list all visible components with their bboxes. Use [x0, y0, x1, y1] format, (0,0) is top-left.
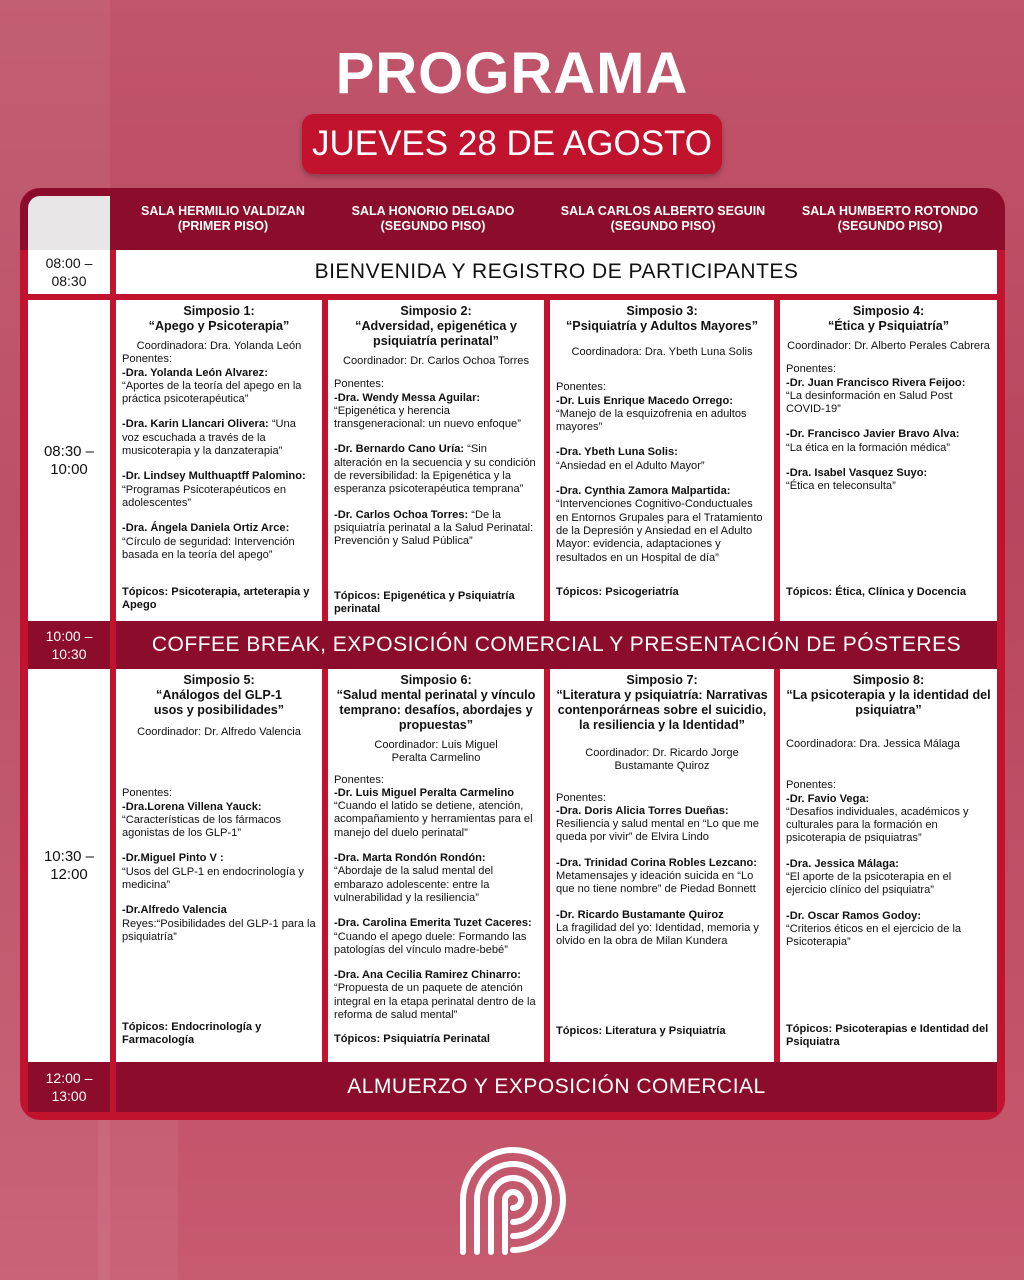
topics: Tópicos: Epigenética y Psiquiatría perinatal [334, 590, 515, 616]
speaker-name: -Dra. Ángela Daniela Ortiz Arce: [122, 522, 290, 535]
speaker [334, 509, 538, 549]
speaker-name: -Dr. Juan Francisco Rivera Feijoo: [786, 376, 966, 389]
speaker [334, 917, 538, 957]
welcome-band: BIENVENIDA Y REGISTRO DE PARTICIPANTES [116, 250, 997, 294]
speaker-name: -Dr. Favio Vega: [786, 792, 870, 805]
speaker-name: -Dr.Miguel Pinto V : [122, 852, 224, 865]
symposium-topic: “Análogos del GLP-1 usos y posibilidades” [153, 688, 285, 717]
symposium-cell [116, 669, 322, 1062]
time-start: 08:00 – [45, 255, 93, 271]
speaker [334, 852, 538, 905]
speaker-talk: Resiliencia y salud mental en “Lo que me queda por vivir” de Elvira Lindo [556, 818, 759, 844]
speaker [556, 395, 768, 435]
speaker [786, 377, 991, 417]
topics: Tópicos: Psiquiatría Perinatal [334, 1033, 490, 1045]
speaker [122, 470, 316, 510]
speaker-name: -Dr.Alfredo Valencia [122, 904, 227, 917]
symposium-topic: “Salud mental perinatal y vínculo temprano: desafíos, abordajes y propuestas” [336, 688, 536, 732]
speaker-name: -Dr. Francisco Javier Bravo Alva: [786, 428, 960, 441]
symposium-topic: “La psicoterapia y la identidad del psiquiatra” [786, 688, 991, 717]
schedule-table [20, 188, 1005, 1120]
symposium-number: Simposio 6: [400, 673, 472, 687]
symposium-number: Simposio 4: [852, 304, 925, 318]
speaker-name: -Dr. Luis Enrique Macedo Orrego: [556, 394, 733, 407]
speaker [334, 392, 538, 432]
speaker [122, 367, 316, 407]
speaker-name: -Dra. Wendy Messa Aguilar: [334, 391, 481, 404]
ponentes-label: Ponentes: [122, 353, 172, 366]
speaker-name: -Dra. Trinidad Corina Robles Lezcano: [556, 856, 757, 869]
speaker [334, 443, 538, 496]
room-name: SALA HONORIO DELGADO [351, 204, 515, 218]
symposium-topic: “Apego y Psicoterapia” [148, 319, 290, 333]
symposium-cell [116, 300, 322, 621]
speaker-talk: “Criterios éticos en el ejercicio de la Psicoterapia” [786, 922, 962, 949]
speaker-name: -Dr. Bernardo Cano Uría: [334, 443, 465, 456]
coffee-break-band: COFFEE BREAK, EXPOSICIÓN COMERCIAL Y PRESENTACIÓN DE PÓSTERES [116, 621, 997, 669]
time-start: 10:30 – [43, 847, 95, 865]
speaker-talk: “Manejo de la esquizofrenia en adultos mayores” [556, 407, 747, 434]
speaker-talk: Reyes:“Posibilidades del GLP-1 para la psiquiatría” [122, 917, 316, 943]
speaker-talk: “Intervenciones Cognitivo-Conductuales en Entornos Grupales para el Tratamiento de la Depresión y Ansiedad en el Adulto Mayor: evidencia, adaptaciones y resultados en un Hospital de día” [556, 498, 763, 564]
room-floor: (SEGUNDO PISO) [837, 219, 943, 233]
symposium-number: Simposio 7: [626, 673, 698, 687]
speaker-name: -Dra. Cynthia Zamora Malpartida: [556, 485, 731, 498]
speaker [786, 467, 991, 494]
speaker-name: -Dra. Yolanda León Alvarez: [122, 366, 268, 379]
symposium-cell [550, 300, 774, 621]
speaker-talk: “Programas Psicoterapéuticos en adolescentes” [122, 483, 287, 509]
ponentes-label: Ponentes: [122, 787, 172, 800]
room-floor: (PRIMER PISO) [177, 219, 269, 233]
topics: Tópicos: Psicoterapias e Identidad del Psiquiatra [786, 1023, 989, 1049]
topics: Tópicos: Endocrinología y Farmacología [122, 1021, 262, 1047]
speaker-name: -Dra. Ana Cecilia Ramirez Chinarro: [334, 969, 522, 982]
speaker-talk: “Cuando el latido se detiene, atención, acompañamiento y herramientas para el manejo del duelo perinatal” [334, 800, 533, 839]
speaker-name: -Dr. Carlos Ochoa Torres: [334, 508, 469, 521]
speaker [786, 858, 991, 898]
speaker [122, 852, 316, 892]
time-end: 10:30 [51, 646, 87, 662]
ponentes-label: Ponentes: [334, 773, 384, 786]
speaker-talk: La fragilidad del yo: Identidad, memoria y olvido en la obra de Milan Kundera [556, 921, 759, 948]
speaker-talk: “El aporte de la psicoterapia en el ejercicio clínico del psiquiatra” [786, 871, 952, 897]
speaker-name: -Dra. Marta Rondón Rondón: [334, 852, 486, 865]
symposium-topic: “Psiquiatría y Adultos Mayores” [566, 319, 758, 333]
symposium-number: Simposio 3: [626, 304, 698, 318]
speaker-name: -Dra. Ybeth Luna Solis: [556, 446, 678, 459]
room-header [324, 204, 542, 244]
ponentes-label: Ponentes: [556, 791, 606, 804]
symposium-topic: “Literatura y psiquiatría: Narrativas contenporárneas sobre el suicidio, la resiliencia y la Identidad” [556, 688, 768, 732]
speaker [334, 787, 538, 840]
speaker-talk: “Propuesta de un paquete de atención integral en la etapa perinatal dentro de la reforma de salud mental” [334, 982, 536, 1022]
speaker-talk: “De la psiquiatría perinatal a la Salud Perinatal: Prevención y Salud Pública” [334, 508, 534, 548]
symposium-number: Simposio 2: [400, 304, 472, 318]
speaker-talk: “La desinformación en Salud Post COVID-19” [786, 389, 953, 416]
speaker-talk: “Ansiedad en el Adulto Mayor” [556, 459, 705, 472]
page-title: PROGRAMA [335, 41, 689, 106]
symposium-cell [328, 300, 544, 621]
room-name: SALA HERMILIO VALDIZAN [141, 204, 305, 218]
topics: Tópicos: Literatura y Psiquiatría [556, 1025, 726, 1037]
speaker [556, 909, 768, 949]
symposium-topic: “Ética y Psiquiatría” [827, 319, 950, 333]
speaker [556, 805, 768, 845]
speaker [122, 522, 316, 562]
speaker-name: -Dr. Lindsey Multhuaptff Palomino: [122, 470, 306, 483]
speaker-talk: “Sin alteración en la secuencia y su condición de reversibilidad: la Epigenética y la esperanza psicoterapéutica temprana” [334, 443, 536, 496]
speaker-talk: “Desafíos individuales, académicos y culturales para la formación en psicoterapia de psiquiatras” [786, 805, 969, 845]
speaker-name: -Dra. Doris Alicia Torres Dueñas: [556, 804, 729, 817]
speaker [786, 428, 991, 455]
time-slot [28, 300, 110, 621]
symposium-number: Simposio 8: [852, 673, 925, 687]
time-end: 13:00 [51, 1088, 87, 1104]
ponentes-label: Ponentes: [556, 381, 606, 394]
speaker-name: -Dra. Jessica Málaga: [786, 857, 899, 870]
coordinator: Coordinadora: Dra. Jessica Málaga [786, 738, 960, 750]
speaker [556, 446, 768, 473]
speaker-talk: “Círculo de seguridad: Intervención basada en la teoría del apego” [122, 535, 295, 561]
time-slot [28, 1062, 110, 1112]
speaker-name: -Dra. Carolina Emerita Tuzet Caceres: [334, 917, 532, 930]
time-end: 10:00 [50, 460, 88, 478]
time-start: 08:30 – [43, 442, 95, 460]
time-slot [28, 250, 110, 294]
ponentes-label: Ponentes: [786, 363, 836, 376]
header-corner [28, 196, 110, 250]
room-header [545, 204, 781, 244]
speaker-talk: “Abordaje de la salud mental del embarazo adolescente: entre la vulnerabilidad y la resiliencia” [334, 865, 494, 904]
speaker-name: -Dra. Karin Llancari Olivera: [122, 418, 269, 431]
speaker [786, 910, 991, 950]
speaker-name: -Dr. Luis Miguel Peralta Carmelino [334, 786, 515, 799]
coordinator: Coordinadora: Dra. Ybeth Luna Solis [571, 346, 753, 358]
date-badge: JUEVES 28 DE AGOSTO [302, 114, 722, 174]
speaker [122, 801, 316, 841]
room-header [116, 204, 330, 244]
time-slot [28, 621, 110, 669]
symposium-cell [780, 300, 997, 621]
speaker [786, 793, 991, 846]
topics: Tópicos: Ética, Clínica y Docencia [786, 586, 967, 598]
speaker-talk: “Aportes de la teoría del apego en la práctica psicoterapéutica” [122, 379, 302, 406]
speaker-talk: “Ética en teleconsulta” [786, 480, 896, 493]
room-floor: (SEGUNDO PISO) [610, 219, 716, 233]
background-stripe [98, 1120, 178, 1280]
topics: Tópicos: Psicoterapia, arteterapia y Apego [122, 586, 310, 612]
symposium-topic: “Adversidad, epigenética y psiquiatría perinatal” [355, 319, 517, 348]
ponentes-label: Ponentes: [786, 779, 836, 792]
coordinator: Coordinador: Dr. Alfredo Valencia [137, 726, 301, 738]
coordinator: Coordinador: Luis Miguel Peralta Carmelino [374, 739, 498, 765]
association-p-logo-icon [453, 1140, 573, 1265]
topics: Tópicos: Psicogeriatría [556, 586, 679, 598]
time-start: 12:00 – [45, 1070, 93, 1086]
time-start: 10:00 – [45, 628, 93, 644]
speaker-name: -Dr. Ricardo Bustamante Quiroz [556, 908, 724, 921]
time-end: 12:00 [50, 865, 88, 883]
speaker-talk: “La ética en la formación médica” [786, 441, 951, 454]
symposium-cell [328, 669, 544, 1062]
speaker [122, 904, 316, 944]
speaker-name: -Dra.Lorena Villena Yauck: [122, 800, 262, 813]
coordinator: Coordinadora: Dra. Yolanda León [136, 340, 302, 352]
symposium-number: Simposio 5: [183, 673, 255, 687]
speaker-name: -Dr. Oscar Ramos Godoy: [786, 909, 922, 922]
speaker-talk: “Usos del GLP-1 en endocrinología y medicina” [122, 865, 304, 892]
speaker-talk: “Epigenética y herencia transgeneracional: un nuevo enfoque” [334, 404, 521, 431]
symposium-number: Simposio 1: [183, 304, 255, 318]
speaker [122, 418, 316, 458]
room-floor: (SEGUNDO PISO) [380, 219, 486, 233]
room-name: SALA CARLOS ALBERTO SEGUIN [560, 204, 766, 218]
speaker-talk: “Una voz escuchada a través de la musicoterapia y la danzaterapia” [122, 418, 296, 458]
speaker [556, 485, 768, 565]
lunch-band: ALMUERZO Y EXPOSICIÓN COMERCIAL [116, 1062, 997, 1112]
coordinator: Coordinador: Dr. Ricardo Jorge Bustamante Quiroz [585, 747, 739, 773]
room-name: SALA HUMBERTO ROTONDO [801, 204, 979, 218]
time-end: 08:30 [51, 273, 87, 289]
ponentes-label: Ponentes: [334, 378, 384, 391]
room-header [782, 204, 998, 244]
speaker-name: -Dra. Isabel Vasquez Suyo: [786, 467, 928, 480]
speaker [334, 969, 538, 1022]
symposium-cell [780, 669, 997, 1062]
time-slot [28, 669, 110, 1062]
coordinator: Coordinador: Dr. Alberto Perales Cabrera [787, 340, 990, 352]
speaker-talk: “Cuando el apego duele: Formando las patologías del vínculo madre-bebé” [334, 930, 527, 956]
speaker-talk: Metamensajes y ideación suicida en “Lo que no tiene nombre” de Piedad Bonnett [556, 870, 756, 896]
speaker-talk: “Características de los fármacos agonistas de los GLP-1” [122, 813, 282, 840]
speaker [556, 857, 768, 897]
coordinator: Coordinador: Dr. Carlos Ochoa Torres [342, 355, 529, 367]
symposium-cell [550, 669, 774, 1062]
